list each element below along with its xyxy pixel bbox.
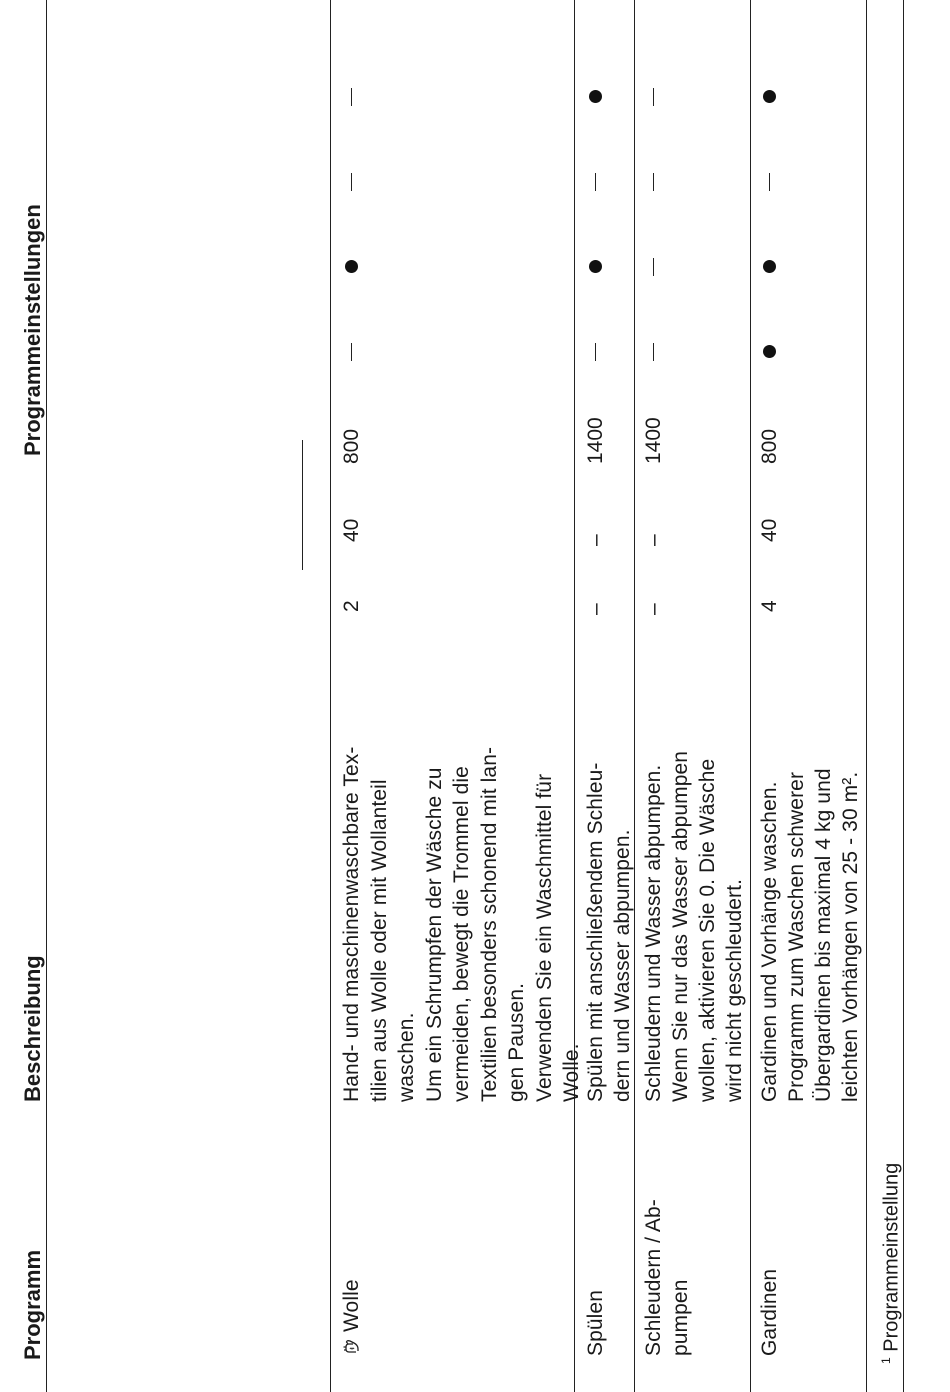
row-1-description	[338, 582, 586, 1102]
row-2-description	[582, 763, 636, 1102]
rule-row-4-top	[750, 0, 751, 1392]
row-1-desc-line: vermeiden, bewegt die Trommel die	[450, 766, 473, 1102]
footnote	[872, 1163, 906, 1364]
row-1-desc-line: tilien aus Wolle oder mit Wollanteil	[367, 779, 391, 1102]
option-dash	[653, 173, 654, 191]
option-dash	[351, 173, 352, 191]
row-1-load: 2	[340, 600, 363, 612]
row-2-spin: 1400	[584, 417, 607, 464]
footnote-text: Programmeinstellung	[880, 1162, 903, 1352]
row-3-description	[640, 751, 748, 1102]
row-4-desc-line: Gardinen und Vorhänge waschen.	[758, 781, 781, 1102]
row-3-spin: 1400	[642, 417, 665, 464]
row-3-program	[640, 1199, 694, 1356]
row-1-desc-line: gen Pausen.	[505, 982, 528, 1102]
row-3-load: –	[642, 603, 665, 615]
header-programmeinstellungen: Programmeinstellungen	[20, 204, 45, 456]
rule-footer-top	[866, 0, 867, 1392]
row-2-temp: –	[584, 534, 607, 546]
wool-hand-icon	[341, 1336, 361, 1356]
footnote-marker: 1	[879, 1357, 893, 1364]
row-3-temp: –	[642, 534, 665, 546]
row-1-program-label: Wolle	[340, 1279, 363, 1332]
row-1-desc-line: Wolle.	[560, 1043, 583, 1102]
row-3-desc-line: Wenn Sie nur das Wasser abpumpen	[669, 750, 692, 1102]
row-1-temp: 40	[340, 518, 363, 542]
option-dash	[653, 88, 654, 106]
option-dash	[351, 343, 352, 361]
row-3-desc-line: Schleudern und Wasser abpumpen.	[642, 764, 665, 1102]
row-1-desc-line: Textilien besonders schonend mit lan-	[477, 746, 501, 1102]
option-dot	[589, 260, 602, 273]
option-dot	[345, 260, 358, 273]
header-beschreibung: Beschreibung	[20, 955, 45, 1102]
settings-subheader-underline	[302, 440, 303, 570]
row-4-temp: 40	[758, 518, 781, 542]
row-4-program: Gardinen	[758, 1268, 781, 1356]
option-dot	[763, 345, 776, 358]
row-2-load: –	[584, 603, 607, 615]
option-dash	[769, 173, 770, 191]
row-1-desc-line: Hand- und maschinenwaschbare Tex-	[340, 746, 363, 1102]
row-3-program-line: Schleudern / Ab-	[642, 1199, 665, 1356]
row-4-desc-line: Programm zum Waschen schwerer	[785, 771, 808, 1102]
row-4-spin: 800	[758, 428, 781, 464]
row-2-desc-line: dern und Wasser abpumpen.	[611, 829, 634, 1102]
rule-top	[46, 0, 47, 1392]
row-1-desc-line: waschen.	[395, 1012, 418, 1102]
rule-row-3-top	[634, 0, 635, 1392]
rule-row-1-top	[330, 0, 331, 1392]
row-4-desc-line: leichten Vorhängen von 25 - 30 m².	[839, 771, 862, 1102]
row-3-desc-line: wird nicht geschleudert.	[723, 878, 746, 1102]
row-1-desc-line: Um ein Schrumpfen der Wäsche zu	[422, 767, 446, 1102]
row-4-load: 4	[758, 600, 781, 612]
row-1-spin: 800	[340, 428, 363, 464]
option-dot	[763, 260, 776, 273]
option-dash	[595, 173, 596, 191]
row-1-desc-line: Verwenden Sie ein Waschmittel für	[532, 773, 556, 1102]
row-2-desc-line: Spülen mit anschließendem Schleu-	[584, 762, 607, 1102]
row-3-program-line: pumpen	[669, 1279, 692, 1356]
header-programm: Programm	[20, 1249, 45, 1360]
option-dash	[595, 343, 596, 361]
row-2-program: Spülen	[584, 1290, 607, 1356]
option-dot	[763, 90, 776, 103]
option-dash	[351, 88, 352, 106]
option-dot	[589, 90, 602, 103]
option-dash	[653, 258, 654, 276]
row-4-description	[756, 768, 864, 1102]
option-dash	[653, 343, 654, 361]
row-1-program	[338, 1279, 366, 1356]
row-4-desc-line: Übergardinen bis maximal 4 kg und	[812, 768, 835, 1102]
row-3-desc-line: wollen, aktivieren Sie 0. Die Wäsche	[696, 758, 719, 1102]
